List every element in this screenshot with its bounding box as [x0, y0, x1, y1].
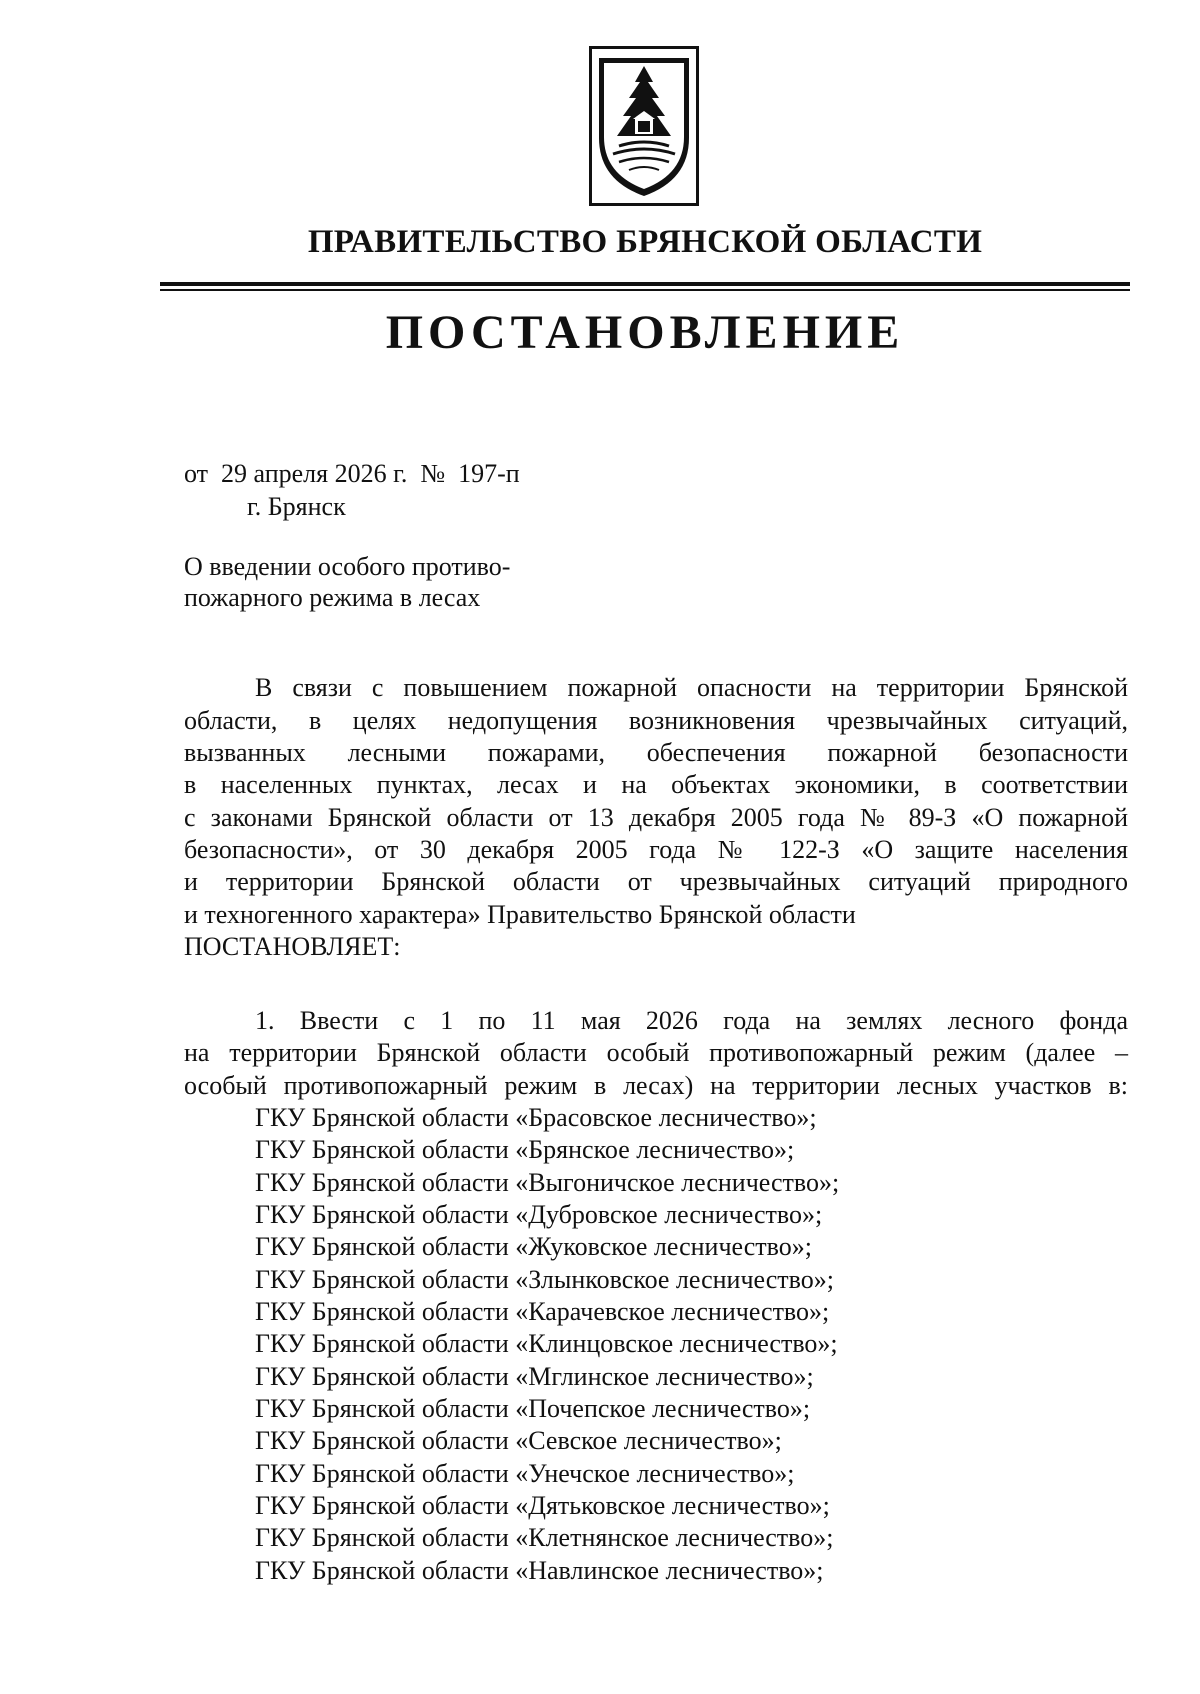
forestry-list-item: ГКУ Брянской области «Севское лесничество»;	[255, 1426, 782, 1455]
forestry-list-item: ГКУ Брянской области «Злынковское лесничество»;	[255, 1265, 834, 1294]
forestry-list-item: ГКУ Брянской области «Дубровское лесничество»;	[255, 1200, 823, 1229]
preamble-line: и территории Брянской области от чрезвычайных ситуаций природного	[184, 867, 1128, 896]
rule-thin-line	[160, 289, 1130, 291]
date-number-line: от 29 апреля 2026 г. № 197-п	[184, 459, 520, 488]
document-type-title: ПОСТАНОВЛЕНИЕ	[385, 306, 905, 359]
preamble-line: с законами Брянской области от 13 декабря 2005 года № 89-З «О пожарной	[184, 803, 1128, 832]
forestry-list-item: ГКУ Брянской области «Клетнянское лесничество»;	[255, 1523, 834, 1552]
forestry-list-item: ГКУ Брянской области «Мглинское лесничество»;	[255, 1362, 814, 1391]
preamble-line: и техногенного характера» Правительство Брянской области	[184, 900, 856, 929]
preamble-line: в населенных пунктах, лесах и на объектах экономики, в соответствии	[184, 770, 1128, 799]
header-double-rule	[160, 282, 1130, 292]
forestry-list-item: ГКУ Брянской области «Унечское лесничество»;	[255, 1459, 795, 1488]
point-1-line: на территории Брянской области особый противопожарный режим (далее –	[184, 1038, 1128, 1067]
forestry-list-item: ГКУ Брянской области «Карачевское лесничество»;	[255, 1297, 830, 1326]
rule-thick-line	[160, 282, 1130, 286]
preamble-line: вызванных лесными пожарами, обеспечения пожарной безопасности	[184, 738, 1128, 767]
preamble-line: В связи с повышением пожарной опасности на территории Брянской	[255, 673, 1128, 702]
resolves-line: ПОСТАНОВЛЯЕТ:	[184, 932, 401, 961]
forestry-list-item: ГКУ Брянской области «Выгоничское лесничество»;	[255, 1168, 840, 1197]
preamble-line: области, в целях недопущения возникновения чрезвычайных ситуаций,	[184, 706, 1128, 735]
forestry-list-item: ГКУ Брянской области «Почепское лесничество»;	[255, 1394, 811, 1423]
forestry-list-item: ГКУ Брянской области «Дятьковское лесничество»;	[255, 1491, 830, 1520]
forestry-list-item: ГКУ Брянской области «Навлинское лесничество»;	[255, 1556, 824, 1585]
subject-line: О введении особого противо-	[184, 552, 511, 581]
coat-of-arms-icon	[589, 46, 699, 206]
point-1-line: особый противопожарный режим в лесах) на территории лесных участков в:	[184, 1071, 1128, 1100]
forestry-list-item: ГКУ Брянской области «Клинцовское лесничество»;	[255, 1329, 838, 1358]
preamble-line: безопасности», от 30 декабря 2005 года № 122-З «О защите населения	[184, 835, 1128, 864]
city-line: г. Брянск	[247, 492, 346, 521]
forestry-list-item: ГКУ Брянской области «Брасовское лесничество»;	[255, 1103, 817, 1132]
forestry-list-item: ГКУ Брянской области «Жуковское лесничество»;	[255, 1232, 812, 1261]
point-1-line: 1. Ввести с 1 по 11 мая 2026 года на землях лесного фонда	[255, 1006, 1128, 1035]
forestry-list-item: ГКУ Брянской области «Брянское лесничество»;	[255, 1135, 795, 1164]
government-title: ПРАВИТЕЛЬСТВО БРЯНСКОЙ ОБЛАСТИ	[307, 224, 983, 260]
subject-line: пожарного режима в лесах	[184, 583, 481, 612]
